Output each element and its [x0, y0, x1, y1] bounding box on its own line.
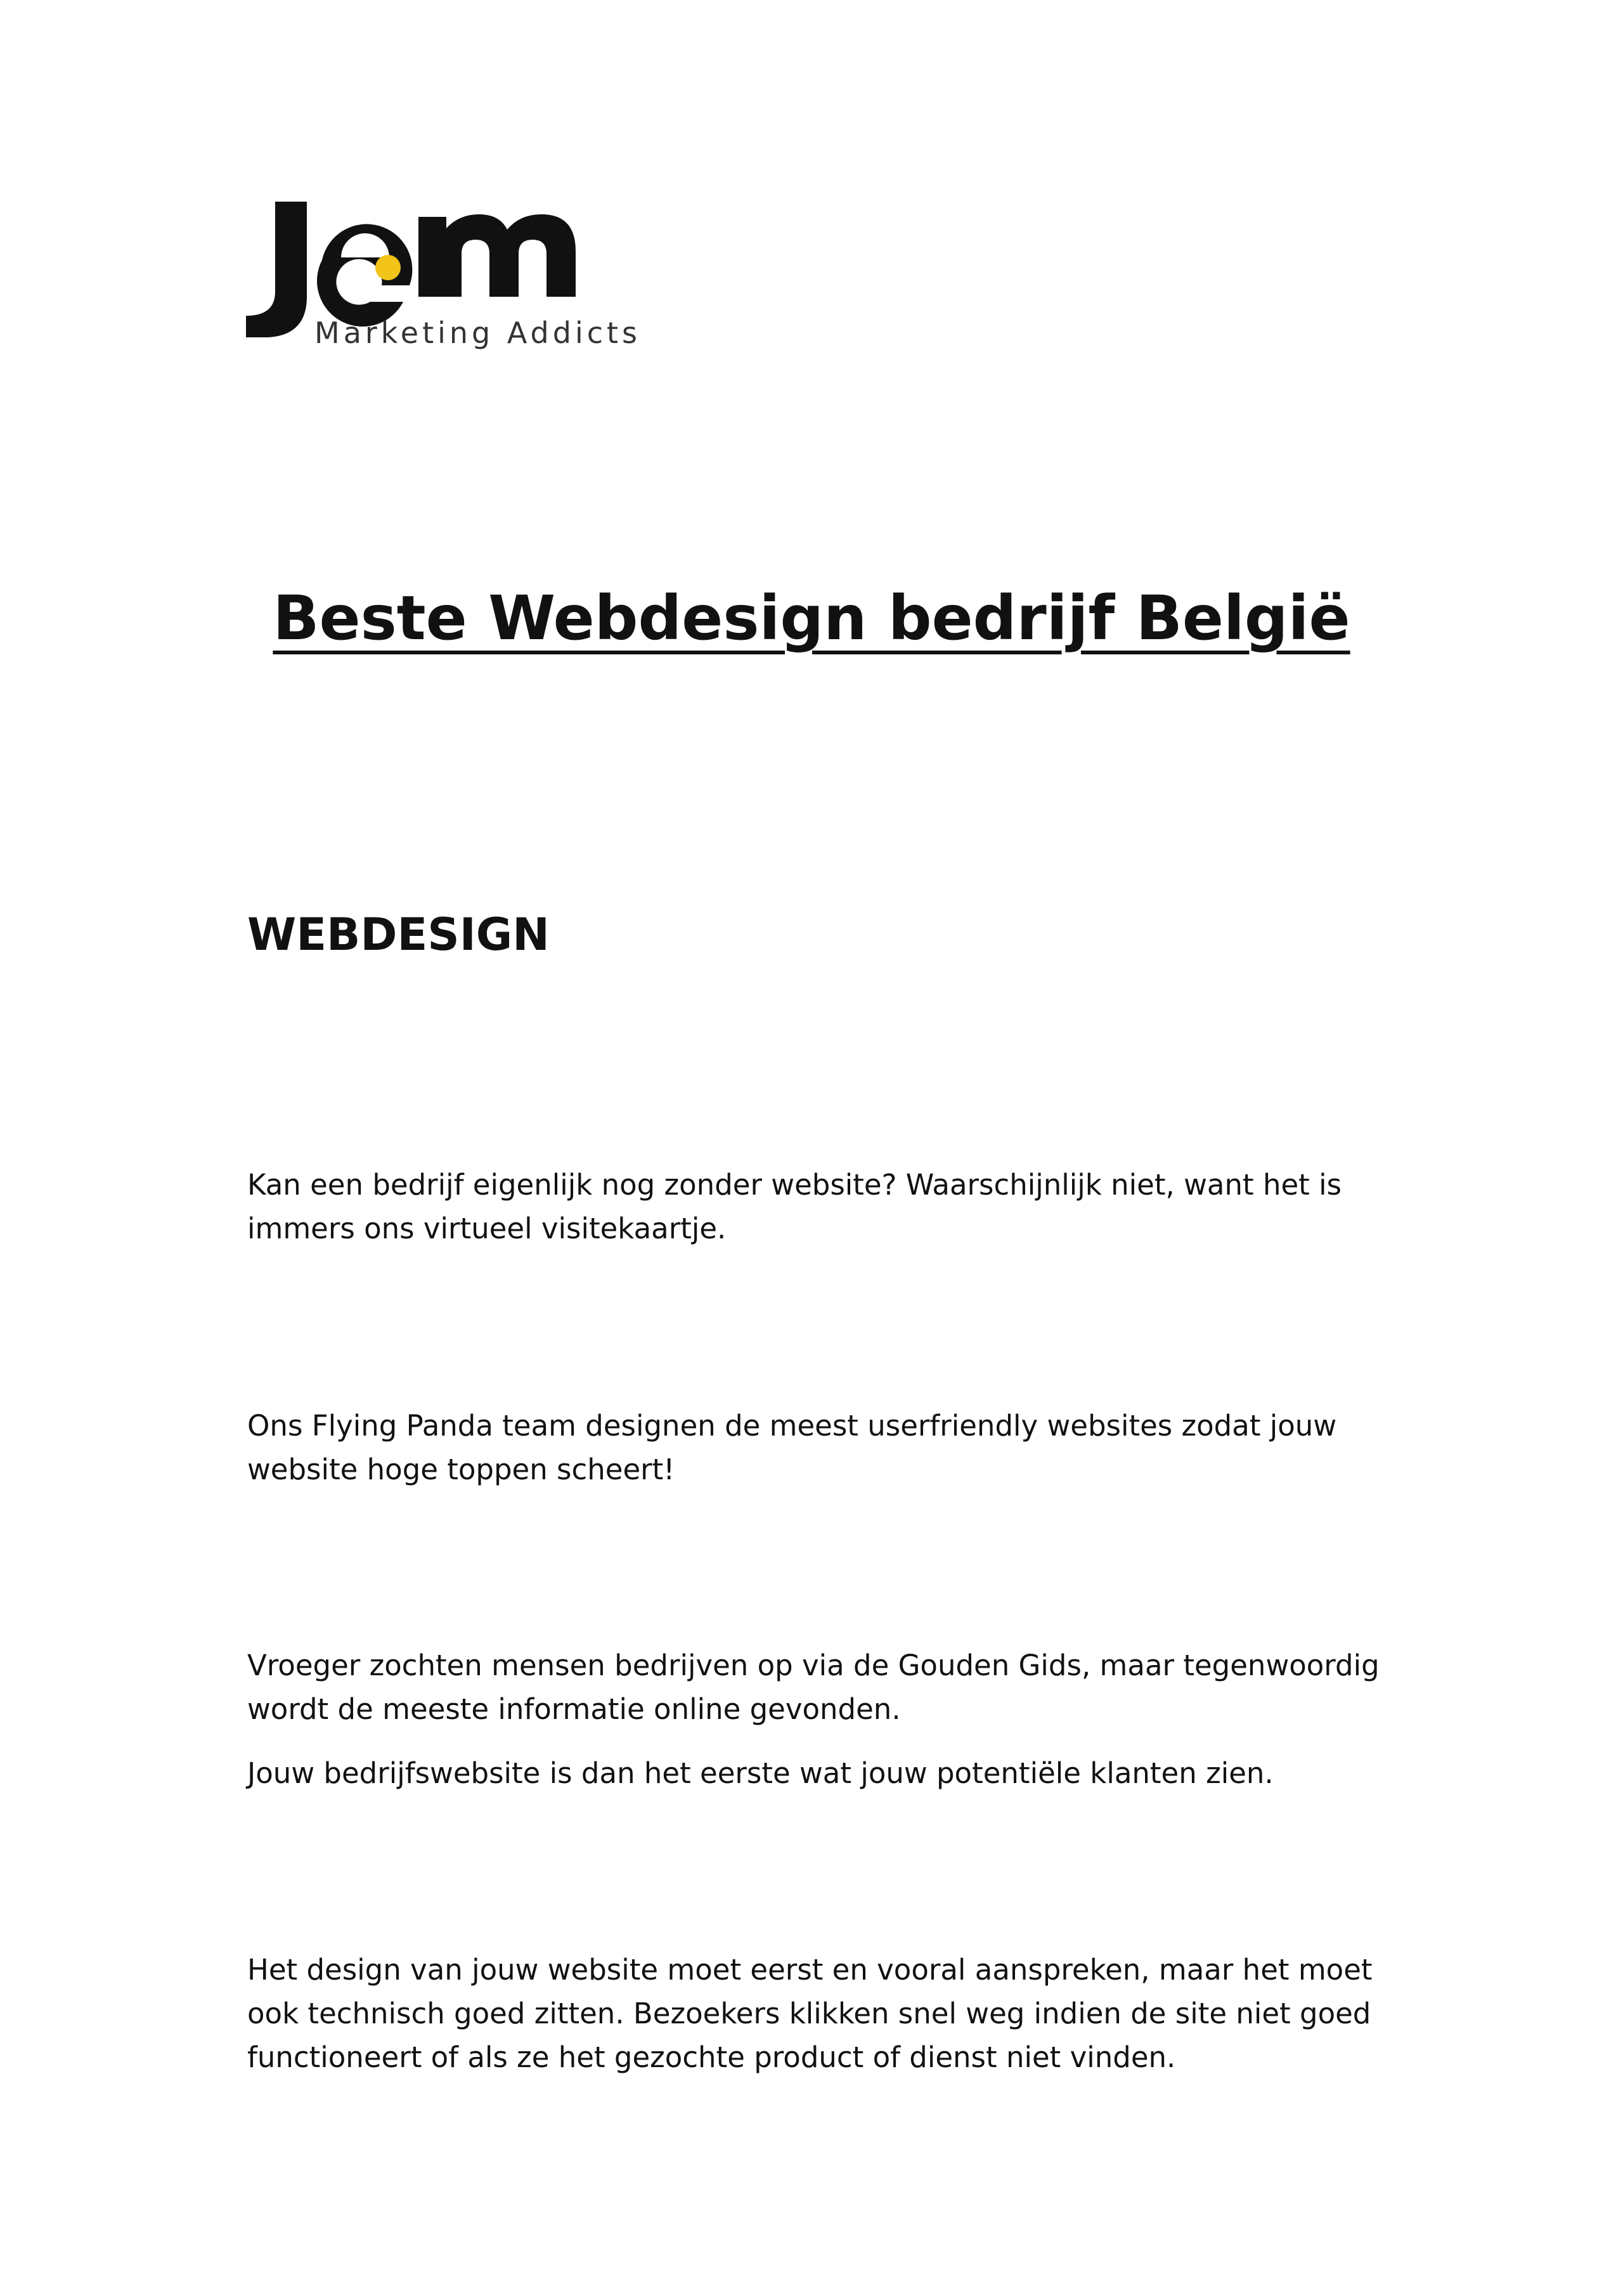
- page-title: Beste Webdesign bedrijf België: [273, 583, 1350, 654]
- paragraph: Kan een bedrijf eigenlijk nog zonder website? Waarschijnlijk niet, want het is immers ons virtueel visitekaartje.: [247, 1168, 1342, 1245]
- paragraph: Jouw bedrijfswebsite is dan het eerste wat jouw potentiële klanten zien.: [247, 1756, 1274, 1790]
- paragraph: Vroeger zochten mensen bedrijven op via de Gouden Gids, maar tegenwoordig wordt de meeste informatie online gevonden.: [247, 1649, 1380, 1726]
- section-heading: WEBDESIGN: [247, 909, 550, 961]
- logo-tagline: Marketing Addicts: [314, 316, 642, 350]
- company-logo: [246, 190, 652, 368]
- logo-dot-icon: [375, 255, 401, 280]
- paragraph: Het design van jouw website moet eerst en vooral aanspreken, maar het moet ook technisch goed zitten. Bezoekers klikken snel weg indien de site niet goed functioneert of als ze het gezochte product of dienst niet vinden.: [247, 1953, 1373, 2074]
- paragraph: Ons Flying Panda team designen de meest userfriendly websites zodat jouw website hoge toppen scheert!: [247, 1409, 1337, 1486]
